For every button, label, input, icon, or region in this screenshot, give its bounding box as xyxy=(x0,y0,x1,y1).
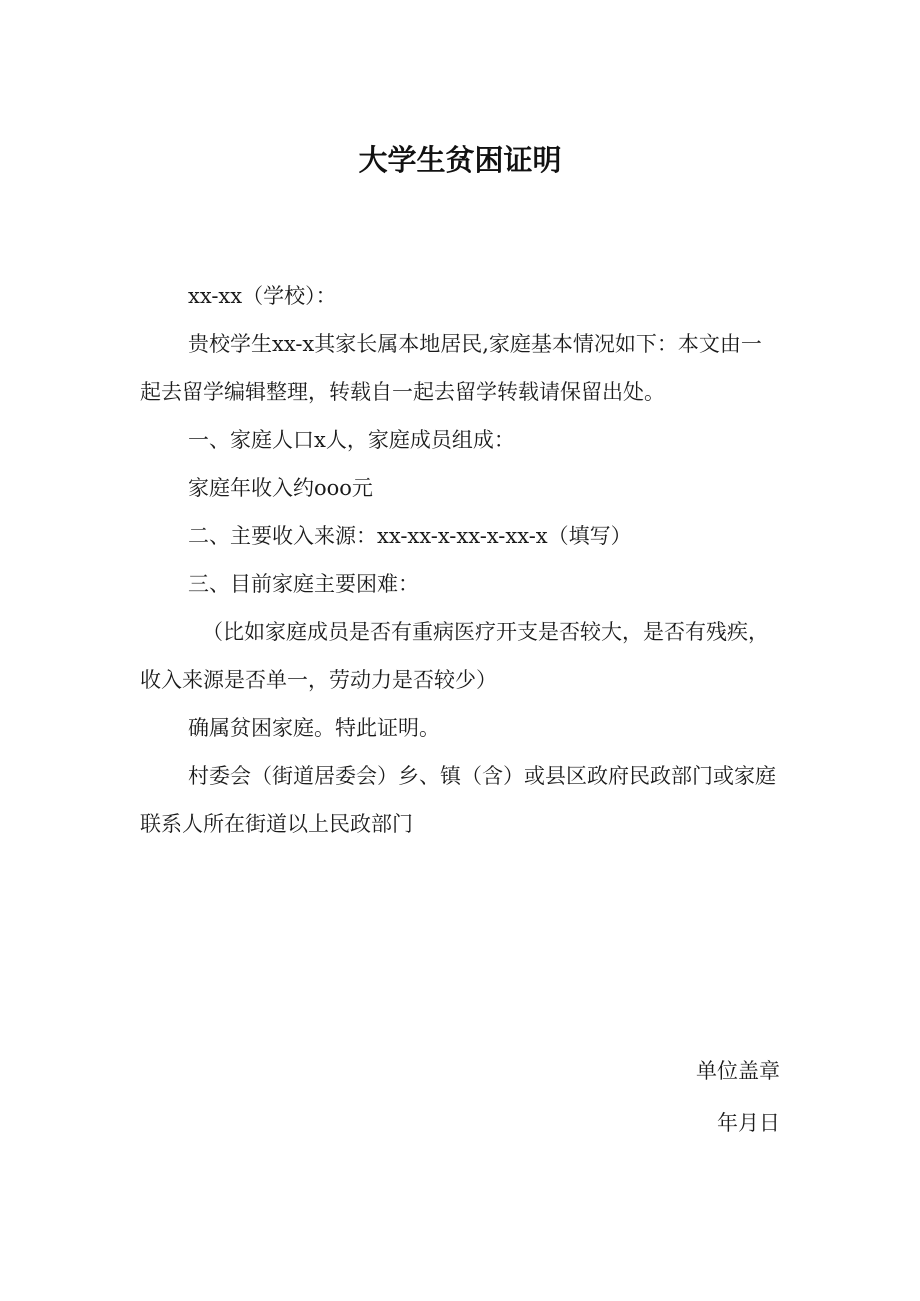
paragraph-family-size: 一、家庭人口x人，家庭成员组成： xyxy=(188,428,515,452)
paragraph-difficulties-heading: 三、目前家庭主要困难： xyxy=(188,572,419,596)
paragraph-income-source: 二、主要收入来源：xx-xx-x-xx-x-xx-x（填写） xyxy=(188,524,632,548)
date-label: 年月日 xyxy=(717,1111,780,1135)
unit-seal-label: 单位盖章 xyxy=(696,1059,780,1083)
document-title: 大学生贫困证明 xyxy=(358,143,562,177)
signature-block xyxy=(480,1045,780,1149)
salutation: xx-xx（学校）： xyxy=(188,284,337,308)
paragraph-certification: 确属贫困家庭。特此证明。 xyxy=(188,716,440,740)
paragraph-issuing-authority: 村委会（街道居委会）乡、镇（含）或县区政府民政部门或家庭联系人所在街道以上民政部门 xyxy=(140,764,776,836)
paragraph-annual-income: 家庭年收入约ooo元 xyxy=(188,476,373,500)
paragraph-difficulties-detail: （比如家庭成员是否有重病医疗开支是否较大，是否有残疾，收入来源是否单一，劳动力是否较少） xyxy=(140,620,769,692)
document-body xyxy=(140,272,780,848)
paragraph-intro: 贵校学生xx-x其家长属本地居民,家庭基本情况如下：本文由一起去留学编辑整理，转载自一起去留学转载请保留出处。 xyxy=(140,332,762,404)
